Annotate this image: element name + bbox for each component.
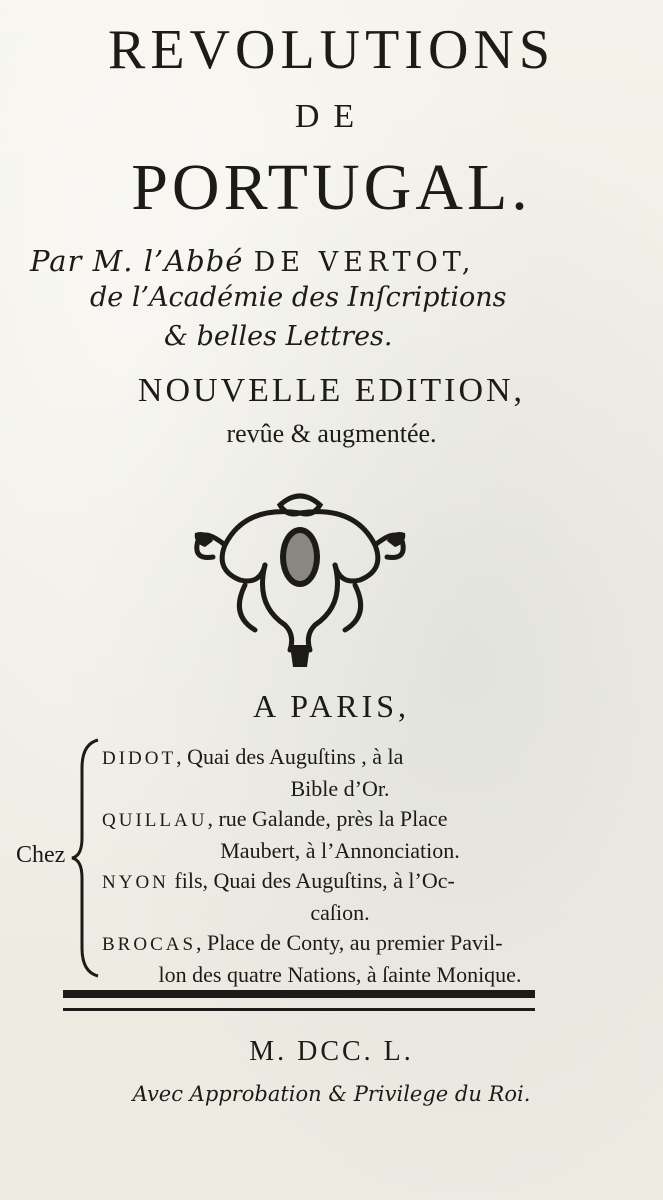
brace-icon — [70, 738, 102, 978]
bookseller-address: , Place de Conty, au premier Pavil- — [196, 930, 503, 955]
title-line-1: REVOLUTIONS — [108, 19, 555, 81]
author-line-3: & belles Lettres. — [164, 321, 393, 352]
bookseller-name: QUILLAU — [102, 810, 208, 831]
bookseller-address: , rue Galande, près la Place — [207, 806, 448, 831]
bookseller-entry — [102, 928, 578, 990]
author-name: DE VERTOT, — [253, 247, 476, 278]
bookseller-address-cont: lon des quatre Nations, à ſainte Monique. — [158, 962, 522, 987]
author-prefix: Par M. l’Abbé — [30, 244, 244, 278]
bookseller-address: , Quai des Auguſtins , à la — [176, 744, 404, 769]
bookseller-address-cont: Bible d’Or. — [290, 776, 390, 801]
author-line-2: de l’Académie des Inſcriptions — [90, 282, 507, 313]
chez-label: Chez — [16, 842, 66, 868]
bookseller-entry — [102, 804, 578, 866]
bookseller-name: BROCAS — [102, 934, 197, 955]
thin-rule — [63, 1008, 535, 1011]
bookseller-address-cont: caſion. — [310, 900, 370, 925]
booksellers-list — [102, 742, 578, 990]
bookseller-address: fils, Quai des Auguſtins, à l’Oc- — [168, 868, 455, 893]
thick-rule — [63, 990, 535, 998]
bookseller-entry — [102, 866, 578, 928]
title-line-3: PORTUGAL. — [131, 151, 532, 224]
printers-ornament — [185, 485, 415, 670]
bookseller-name: NYON — [102, 872, 169, 893]
edition-line: NOUVELLE EDITION, — [137, 372, 526, 409]
author-line-1 — [30, 244, 640, 278]
bookseller-name: DIDOT — [102, 748, 177, 769]
bookseller-address-cont: Maubert, à l’Annonciation. — [220, 838, 460, 863]
approbation-line: Avec Approbation & Privilege du Roi. — [132, 1082, 531, 1106]
publication-date: M. DCC. L. — [249, 1036, 414, 1067]
edition-subline: revûe & augmentée. — [226, 419, 437, 448]
imprint-city: A PARIS, — [252, 688, 411, 724]
title-line-2: DE — [294, 98, 369, 135]
bookseller-entry — [102, 742, 578, 804]
